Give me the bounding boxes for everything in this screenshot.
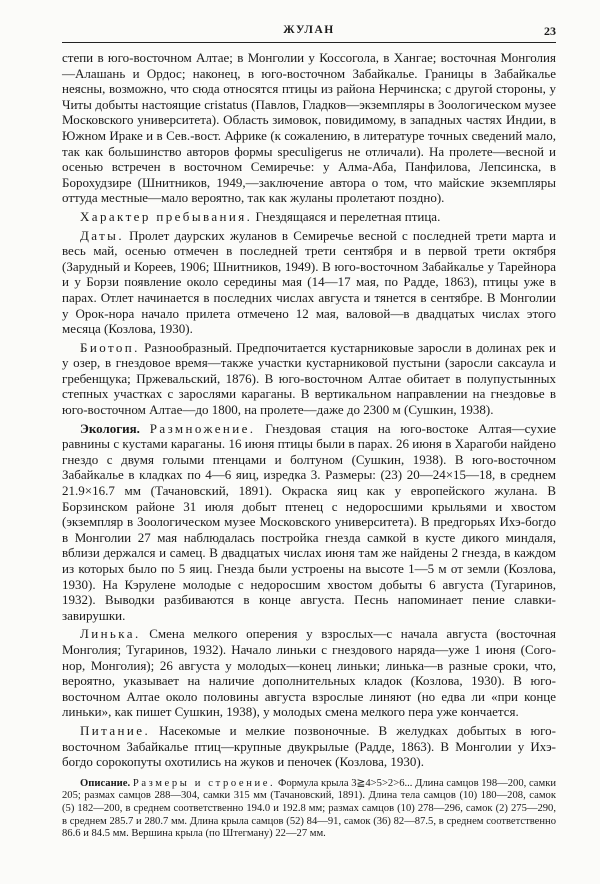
ecology-heading: Экология. [80,420,140,436]
molt-heading: Линька. [80,626,141,642]
dates-text: Пролет даурских жуланов в Семиречье весной с последней трети марта и весь май, осенью отмечен в последней трети сентября и в первой трети октября (Зарудный и Кореев, 1906; Шнитников, 1949). В юго-восточном Забайкалье у Тарейнора и у Борзи появление около середины мая (14—17 мая, по Радде, 1863), птицы уже в парах. Отлет начинается в последних числах августа и тянется в сентябре. В Монголии у Орок-нора начало прилета отмечено 12 мая, валовой—в двадцатых числах этого месяца (Козлова, 1930). [62,227,556,337]
feeding-paragraph [62,723,556,770]
feeding-text: Насекомые и мелкие позвоночные. В желудках добытых в юго-восточном Забайкалье птиц—крупные двукрылые (Радде, 1863). В Монголии у Ихэ-богдо сорокопуты охотились на жуков и пеночек (Козлова, 1930). [62,722,556,770]
molt-paragraph [62,626,556,720]
biotope-text: Разнообразный. Предпочитается кустарниковые заросли в долинах рек и у озер, в гнездовое время—также участки кустарниковой пустыни (заросли саксаула и гребенщука; Пржевальский, 1876). В юго-восточном Алтае обитает в полупустынных степных участках с зарослями караганы. В вертикальном направлении на гнездовье в юго-восточном Алтае—до 1800, на пролете—даже до 2300 м (Сушкин, 1938). [62,339,556,418]
residence-heading: Характер пребывания. [80,208,253,224]
breeding-paragraph [62,421,556,624]
molt-text: Смена мелкого оперения у взрослых—с начала августа (восточная Монголия; Тугаринов, 1932). Начало линьки с гнездового наряда—уже 1 июня (Сого-нор, Монголия); 26 августа у молодых—конец линьки; линька—в разные сроки, что, вероятно, указывает на наличие дополнительных кладок (Козлова, 1930). В юго-восточном Алтае около половины августа взрослые линяют (но едва ли «при конце линьки», как пишет Сушкин, 1938), у молодых смена мелкого пера уже кончается. [62,626,556,720]
residence-text: Гнездящаяся и перелетная птица. [252,208,441,224]
page-number: 23 [544,24,556,38]
breeding-heading: Размножение. [149,420,256,436]
description-heading: Описание. [80,777,131,789]
measurements-heading: Размеры и строение. [132,777,276,789]
biotope-heading: Биотоп. [80,339,140,355]
description-text: Формула крыла 3≧4>5>2>6... Длина самцов 198—200, самки 205; размах самцов 288—304, самки 315 мм (Тачановский, 1891). Длина тела самцов (10) 180—208, самок (5) 182—200, в среднем соответственно 194.0 и 192.8 мм; размах самцов (10) 278—296, самок (2) 275—290, в среднем 285.7 и 280.7 мм. Длина крыла самцов (52) 84—91, самок (36) 82—87.5, в среднем соответственно 86.6 и 84.5 мм. Вершина крыла (по Штегману) 22—27 мм. [62,777,557,840]
page-body [62,50,556,844]
running-head: ЖУЛАН [283,24,335,36]
feeding-heading: Питание. [80,722,151,738]
breeding-text: Гнездовая стация на юго-востоке Алтая—сухие равнины с кустами караганы. 16 июня птицы были в парах. 26 июня в Харагоби найдено гнездо с двумя голыми птенцами и болтуном (Сушкин, 1938). В юго-восточном Забайкалье в кладках по 4—6 яиц, изредка 3. Размеры: (23) 20—24×15—18, в среднем 21.9×16.7 мм (Тачановский, 1891). Окраска яиц как у европейского жулана. В Борзинском районе 31 июля добыт птенец с недоросшими крыльями и хвостом (экземпляр в Зоологическом музее Московского университета). В предгорьях Ихэ-богдо в Монголии 27 мая наблюдалась постройка гнезда самкой в кусте дикого миндаля, вблизи держался и самец. В двадцатых числах июня там же найдены 2 гнезда, в каждом из которых было по 5 яиц. Гнезда были устроены на высоте 1—5 м от земли (Козлова, 1930). На Кэрулене молодые с недоросшим хвостом добыты 6 августа (Тугаринов, 1932). Выводки разбиваются в конце августа. Песнь напоминает пение славки-завирушки. [62,420,556,623]
dates-paragraph [62,228,556,337]
range-paragraph: степи в юго-восточном Алтае; в Монголии у Коссогола, в Хангае; восточная Монголия—Алашань и Ордос; наконец, в юго-восточном Забайкалье. Границы в Забайкалье неясны, возможно, что сюда относятся птицы из района Нерчинска; с другой стороны, у Читы добыты настоящие cristatus (Павлов, Гладков—экземпляры в Зоологическом музее Московского университета). Область зимовок, повидимому, в западных частях Индии, в Южном Ираке и в Сев.-вост. Африке (к сожалению, в литературе точных сведений мало, так как большинство авторов формы speculigerus не отличали). На пролете—весной и осенью встречен в восточном Семиречье: у Алма-Аба, Панфилова, Лепсинска, в Борохудзире (Шнитников, 1949,—заключение автора о том, что майские экземпляры оттуда местные—мало вероятно, так как жуланы пролетают поздно). [62,50,556,206]
description-paragraph [62,778,556,841]
biotope-paragraph [62,340,556,418]
residence-paragraph [62,209,556,225]
dates-heading: Даты. [80,227,124,243]
page-header [62,24,556,43]
